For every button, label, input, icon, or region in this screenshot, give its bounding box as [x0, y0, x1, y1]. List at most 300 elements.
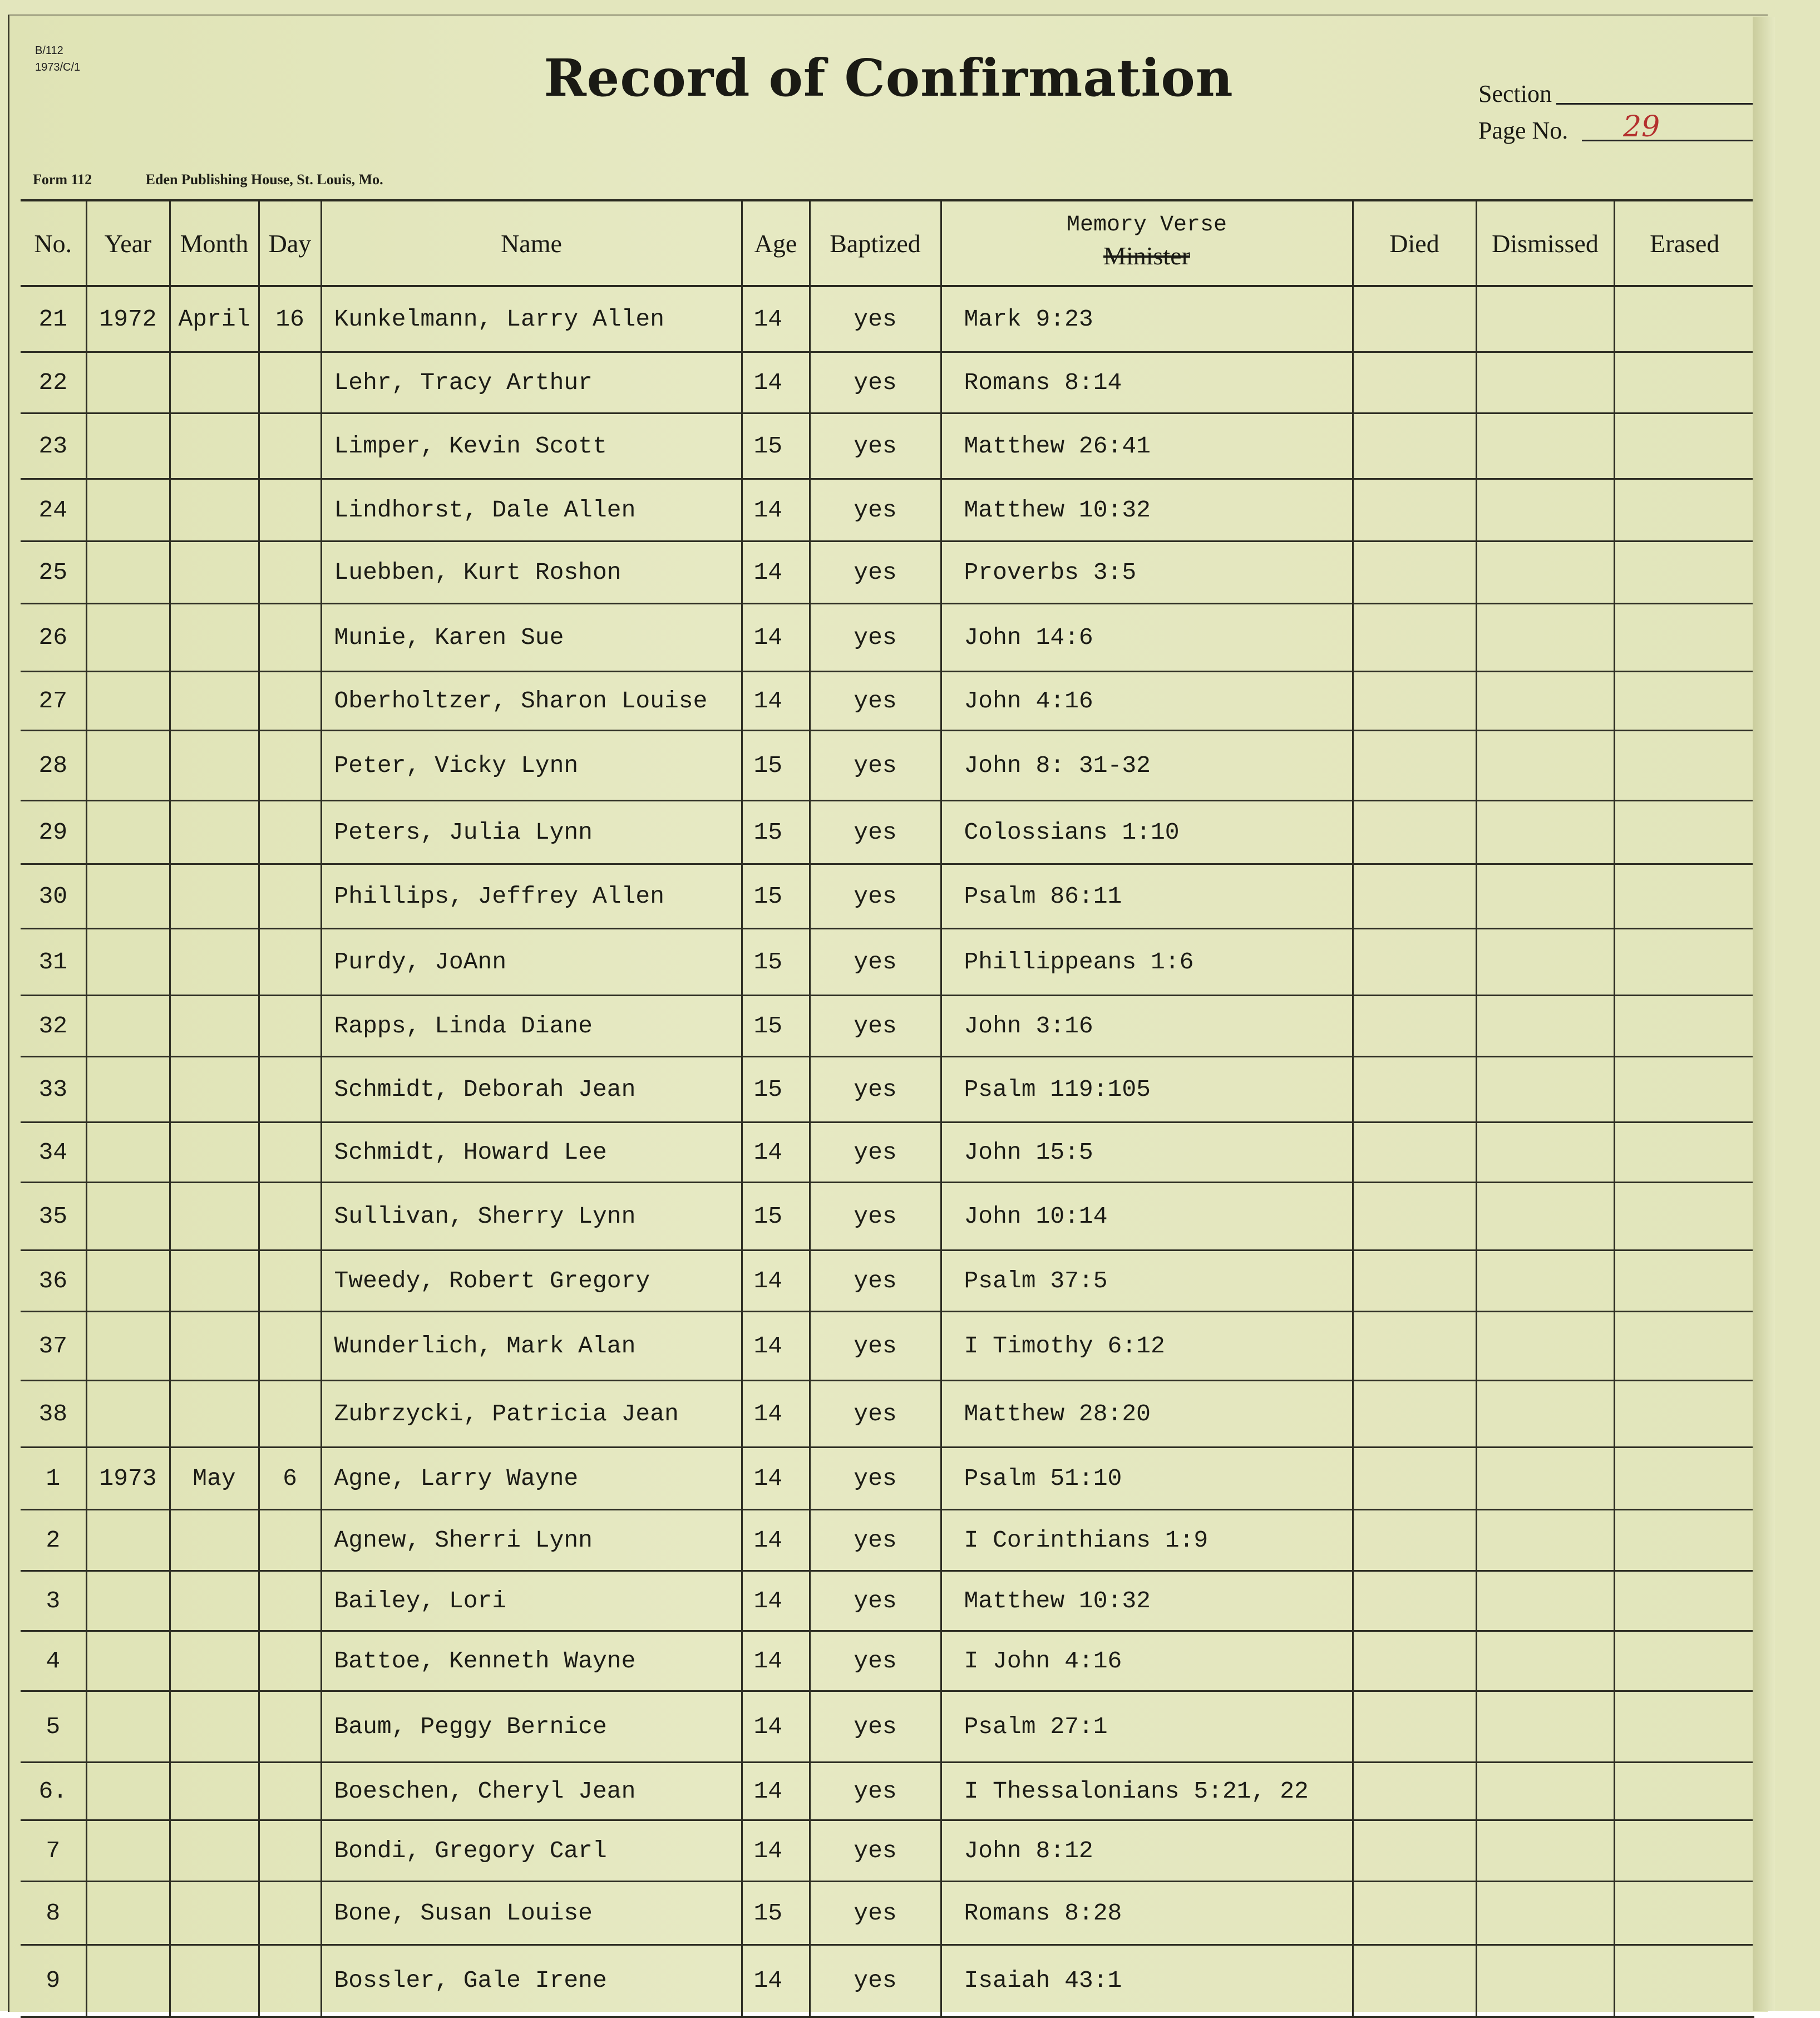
section-rule — [1556, 103, 1768, 105]
row-month — [170, 671, 259, 730]
row-erased — [1614, 995, 1754, 1056]
row-baptized: yes — [810, 1631, 941, 1691]
row-name: Oberholtzer, Sharon Louise — [321, 671, 742, 730]
row-baptized: yes — [810, 352, 941, 413]
row-dismissed — [1476, 1571, 1614, 1631]
row-number: 37 — [21, 1311, 86, 1380]
row-name: Battoe, Kenneth Wayne — [321, 1631, 742, 1691]
table-row — [21, 1311, 1754, 1380]
table-body — [21, 286, 1754, 2017]
col-header-died: Died — [1353, 200, 1476, 286]
row-year — [86, 1056, 170, 1122]
row-erased — [1614, 1509, 1754, 1571]
table-row — [21, 928, 1754, 995]
row-died — [1353, 730, 1476, 800]
row-month — [170, 1691, 259, 1762]
row-memory-verse: I Thessalonians 5:21, 22 — [941, 1762, 1353, 1820]
row-erased — [1614, 1881, 1754, 1945]
row-baptized: yes — [810, 1447, 941, 1509]
row-memory-verse: Matthew 26:41 — [941, 413, 1353, 479]
row-year — [86, 671, 170, 730]
table-row — [21, 1447, 1754, 1509]
row-day — [259, 1691, 321, 1762]
row-name: Zubrzycki, Patricia Jean — [321, 1380, 742, 1447]
header-row — [21, 200, 1754, 286]
row-name: Tweedy, Robert Gregory — [321, 1250, 742, 1311]
row-year — [86, 1122, 170, 1182]
row-day — [259, 1762, 321, 1820]
row-died — [1353, 864, 1476, 928]
row-number: 7 — [21, 1820, 86, 1881]
row-month — [170, 1250, 259, 1311]
row-died — [1353, 995, 1476, 1056]
row-year — [86, 1509, 170, 1571]
row-name: Bone, Susan Louise — [321, 1881, 742, 1945]
row-died — [1353, 1056, 1476, 1122]
row-died — [1353, 1691, 1476, 1762]
row-day — [259, 603, 321, 671]
row-age: 14 — [742, 1509, 810, 1571]
row-year — [86, 1945, 170, 2017]
row-erased — [1614, 603, 1754, 671]
row-name: Agnew, Sherri Lynn — [321, 1509, 742, 1571]
row-died — [1353, 1762, 1476, 1820]
row-memory-verse: Isaiah 43:1 — [941, 1945, 1353, 2017]
minister-struck-label: Minister — [1103, 242, 1190, 270]
row-memory-verse: Psalm 27:1 — [941, 1691, 1353, 1762]
row-dismissed — [1476, 730, 1614, 800]
row-erased — [1614, 671, 1754, 730]
table-row — [21, 1380, 1754, 1447]
row-name: Luebben, Kurt Roshon — [321, 541, 742, 603]
row-erased — [1614, 1182, 1754, 1250]
table-row — [21, 1945, 1754, 2017]
row-erased — [1614, 864, 1754, 928]
row-year — [86, 730, 170, 800]
row-died — [1353, 1509, 1476, 1571]
row-month — [170, 1122, 259, 1182]
row-memory-verse: Romans 8:14 — [941, 352, 1353, 413]
row-baptized: yes — [810, 1056, 941, 1122]
row-dismissed — [1476, 1945, 1614, 2017]
row-name: Agne, Larry Wayne — [321, 1447, 742, 1509]
row-dismissed — [1476, 864, 1614, 928]
row-year: 1973 — [86, 1447, 170, 1509]
row-memory-verse: Matthew 10:32 — [941, 479, 1353, 541]
row-month — [170, 864, 259, 928]
col-header-dismissed: Dismissed — [1476, 200, 1614, 286]
row-year — [86, 541, 170, 603]
row-number: 9 — [21, 1945, 86, 2017]
row-died — [1353, 1447, 1476, 1509]
page-no-label: Page No. — [1478, 117, 1569, 144]
table-row — [21, 352, 1754, 413]
col-header-day: Day — [259, 200, 321, 286]
row-memory-verse: John 4:16 — [941, 671, 1353, 730]
row-day — [259, 413, 321, 479]
row-number: 21 — [21, 286, 86, 352]
row-erased — [1614, 1820, 1754, 1881]
row-dismissed — [1476, 413, 1614, 479]
row-erased — [1614, 1250, 1754, 1311]
form-info — [33, 171, 383, 188]
row-month — [170, 541, 259, 603]
row-dismissed — [1476, 1122, 1614, 1182]
row-age: 15 — [742, 864, 810, 928]
row-day — [259, 1122, 321, 1182]
col-header-name: Name — [321, 200, 742, 286]
row-baptized: yes — [810, 1182, 941, 1250]
row-year — [86, 413, 170, 479]
table-row — [21, 603, 1754, 671]
row-memory-verse: I John 4:16 — [941, 1631, 1353, 1691]
row-month — [170, 352, 259, 413]
row-dismissed — [1476, 1380, 1614, 1447]
row-day — [259, 730, 321, 800]
row-died — [1353, 1881, 1476, 1945]
row-dismissed — [1476, 995, 1614, 1056]
row-baptized: yes — [810, 864, 941, 928]
row-erased — [1614, 1056, 1754, 1122]
row-year — [86, 479, 170, 541]
row-age: 15 — [742, 1056, 810, 1122]
row-name: Baum, Peggy Bernice — [321, 1691, 742, 1762]
row-died — [1353, 1945, 1476, 2017]
page-title: Record of Confirmation — [544, 48, 1234, 108]
row-erased — [1614, 1691, 1754, 1762]
row-dismissed — [1476, 1509, 1614, 1571]
row-age: 15 — [742, 800, 810, 864]
row-dismissed — [1476, 479, 1614, 541]
row-month — [170, 1056, 259, 1122]
archive-code-line-2: 1973/C/1 — [35, 61, 81, 73]
row-memory-verse: Matthew 10:32 — [941, 1571, 1353, 1631]
row-month — [170, 1182, 259, 1250]
row-day — [259, 800, 321, 864]
row-age: 14 — [742, 286, 810, 352]
row-year — [86, 928, 170, 995]
table-row — [21, 1820, 1754, 1881]
page-no-rule — [1582, 140, 1768, 141]
row-baptized: yes — [810, 1820, 941, 1881]
row-name: Sullivan, Sherry Lynn — [321, 1182, 742, 1250]
row-died — [1353, 541, 1476, 603]
row-memory-verse: I Corinthians 1:9 — [941, 1509, 1353, 1571]
row-age: 15 — [742, 1881, 810, 1945]
section-line — [1478, 73, 1768, 110]
row-memory-verse: John 3:16 — [941, 995, 1353, 1056]
row-number: 27 — [21, 671, 86, 730]
row-number: 24 — [21, 479, 86, 541]
row-name: Bondi, Gregory Carl — [321, 1820, 742, 1881]
row-erased — [1614, 1571, 1754, 1631]
row-baptized: yes — [810, 1945, 941, 2017]
row-name: Munie, Karen Sue — [321, 603, 742, 671]
row-month — [170, 1631, 259, 1691]
row-baptized: yes — [810, 541, 941, 603]
form-number: Form 112 — [33, 171, 92, 188]
table-row — [21, 286, 1754, 352]
row-dismissed — [1476, 928, 1614, 995]
col-header-age: Age — [742, 200, 810, 286]
row-baptized: yes — [810, 479, 941, 541]
row-year — [86, 864, 170, 928]
row-dismissed — [1476, 1311, 1614, 1380]
row-year — [86, 1881, 170, 1945]
row-age: 14 — [742, 1820, 810, 1881]
row-name: Bailey, Lori — [321, 1571, 742, 1631]
publisher: Eden Publishing House, St. Louis, Mo. — [145, 171, 383, 188]
row-memory-verse: Psalm 119:105 — [941, 1056, 1353, 1122]
row-died — [1353, 1122, 1476, 1182]
row-erased — [1614, 1380, 1754, 1447]
row-name: Rapps, Linda Diane — [321, 995, 742, 1056]
row-month — [170, 1820, 259, 1881]
row-age: 14 — [742, 1311, 810, 1380]
row-died — [1353, 1250, 1476, 1311]
row-age: 14 — [742, 1122, 810, 1182]
row-day — [259, 1945, 321, 2017]
row-baptized: yes — [810, 1509, 941, 1571]
table-row — [21, 730, 1754, 800]
row-dismissed — [1476, 1447, 1614, 1509]
row-died — [1353, 479, 1476, 541]
row-month — [170, 995, 259, 1056]
row-baptized: yes — [810, 1122, 941, 1182]
row-month — [170, 1380, 259, 1447]
row-age: 14 — [742, 1945, 810, 2017]
row-erased — [1614, 1945, 1754, 2017]
row-day — [259, 479, 321, 541]
table-row — [21, 864, 1754, 928]
row-day — [259, 1250, 321, 1311]
row-month — [170, 603, 259, 671]
row-day — [259, 1571, 321, 1631]
row-died — [1353, 928, 1476, 995]
row-name: Kunkelmann, Larry Allen — [321, 286, 742, 352]
row-name: Bossler, Gale Irene — [321, 1945, 742, 2017]
row-age: 14 — [742, 603, 810, 671]
row-dismissed — [1476, 1250, 1614, 1311]
row-erased — [1614, 286, 1754, 352]
row-number: 6. — [21, 1762, 86, 1820]
row-memory-verse: Matthew 28:20 — [941, 1380, 1353, 1447]
col-header-no: No. — [21, 200, 86, 286]
row-year — [86, 603, 170, 671]
row-died — [1353, 1631, 1476, 1691]
row-name: Lindhorst, Dale Allen — [321, 479, 742, 541]
row-died — [1353, 603, 1476, 671]
row-baptized: yes — [810, 928, 941, 995]
row-baptized: yes — [810, 800, 941, 864]
row-number: 34 — [21, 1122, 86, 1182]
row-memory-verse: I Timothy 6:12 — [941, 1311, 1353, 1380]
row-dismissed — [1476, 1631, 1614, 1691]
table-row — [21, 413, 1754, 479]
row-day — [259, 671, 321, 730]
row-erased — [1614, 352, 1754, 413]
row-memory-verse: Mark 9:23 — [941, 286, 1353, 352]
page-no-value: 29 — [1623, 110, 1660, 144]
row-dismissed — [1476, 286, 1614, 352]
row-baptized: yes — [810, 1311, 941, 1380]
row-memory-verse: John 15:5 — [941, 1122, 1353, 1182]
row-name: Peter, Vicky Lynn — [321, 730, 742, 800]
row-number: 32 — [21, 995, 86, 1056]
table-row — [21, 995, 1754, 1056]
row-dismissed — [1476, 1762, 1614, 1820]
table-row — [21, 1250, 1754, 1311]
row-year — [86, 995, 170, 1056]
row-year — [86, 800, 170, 864]
table-row — [21, 1122, 1754, 1182]
row-day — [259, 1380, 321, 1447]
page-no-line — [1478, 110, 1768, 147]
row-dismissed — [1476, 1691, 1614, 1762]
row-age: 14 — [742, 1631, 810, 1691]
ledger-sheet — [8, 14, 1768, 2012]
table-row — [21, 1571, 1754, 1631]
row-dismissed — [1476, 603, 1614, 671]
row-year — [86, 1182, 170, 1250]
row-age: 14 — [742, 671, 810, 730]
row-died — [1353, 413, 1476, 479]
row-number: 38 — [21, 1380, 86, 1447]
table-row — [21, 479, 1754, 541]
row-dismissed — [1476, 541, 1614, 603]
row-memory-verse: Psalm 86:11 — [941, 864, 1353, 928]
row-baptized: yes — [810, 603, 941, 671]
section-page-block — [1478, 73, 1768, 147]
row-number: 29 — [21, 800, 86, 864]
row-baptized: yes — [810, 1380, 941, 1447]
row-day — [259, 1311, 321, 1380]
row-day — [259, 864, 321, 928]
table-row — [21, 800, 1754, 864]
row-memory-verse: Romans 8:28 — [941, 1881, 1353, 1945]
row-year — [86, 1380, 170, 1447]
row-year — [86, 1571, 170, 1631]
row-age: 15 — [742, 730, 810, 800]
row-memory-verse: John 8: 31-32 — [941, 730, 1353, 800]
row-name: Boeschen, Cheryl Jean — [321, 1762, 742, 1820]
row-dismissed — [1476, 1820, 1614, 1881]
row-day — [259, 1881, 321, 1945]
row-number: 25 — [21, 541, 86, 603]
row-age: 14 — [742, 541, 810, 603]
row-name: Phillips, Jeffrey Allen — [321, 864, 742, 928]
row-baptized: yes — [810, 730, 941, 800]
row-dismissed — [1476, 1881, 1614, 1945]
row-name: Limper, Kevin Scott — [321, 413, 742, 479]
row-died — [1353, 1820, 1476, 1881]
row-dismissed — [1476, 352, 1614, 413]
row-died — [1353, 1380, 1476, 1447]
archive-code-line-1: B/112 — [35, 45, 63, 57]
row-dismissed — [1476, 1182, 1614, 1250]
row-day: 6 — [259, 1447, 321, 1509]
row-baptized: yes — [810, 1762, 941, 1820]
row-erased — [1614, 1762, 1754, 1820]
row-name: Lehr, Tracy Arthur — [321, 352, 742, 413]
row-erased — [1614, 1122, 1754, 1182]
row-age: 15 — [742, 995, 810, 1056]
row-number: 31 — [21, 928, 86, 995]
row-number: 33 — [21, 1056, 86, 1122]
row-memory-verse: Proverbs 3:5 — [941, 541, 1353, 603]
row-erased — [1614, 413, 1754, 479]
col-header-baptized: Baptized — [810, 200, 941, 286]
row-memory-verse: Psalm 37:5 — [941, 1250, 1353, 1311]
row-dismissed — [1476, 800, 1614, 864]
row-year — [86, 1250, 170, 1311]
col-header-memory-verse — [941, 200, 1353, 286]
row-died — [1353, 800, 1476, 864]
row-erased — [1614, 541, 1754, 603]
row-year — [86, 1762, 170, 1820]
row-month: May — [170, 1447, 259, 1509]
row-age: 15 — [742, 928, 810, 995]
row-number: 2 — [21, 1509, 86, 1571]
table-row — [21, 671, 1754, 730]
row-baptized: yes — [810, 671, 941, 730]
row-year — [86, 1631, 170, 1691]
row-age: 14 — [742, 1250, 810, 1311]
row-memory-verse: Phillippeans 1:6 — [941, 928, 1353, 995]
row-month — [170, 1571, 259, 1631]
row-erased — [1614, 479, 1754, 541]
table-row — [21, 1056, 1754, 1122]
col-header-erased: Erased — [1614, 200, 1754, 286]
row-number: 8 — [21, 1881, 86, 1945]
row-age: 14 — [742, 1762, 810, 1820]
row-died — [1353, 1182, 1476, 1250]
row-number: 3 — [21, 1571, 86, 1631]
row-number: 1 — [21, 1447, 86, 1509]
row-name: Schmidt, Deborah Jean — [321, 1056, 742, 1122]
row-number: 26 — [21, 603, 86, 671]
row-day — [259, 541, 321, 603]
table-row — [21, 1691, 1754, 1762]
row-day — [259, 995, 321, 1056]
row-number: 35 — [21, 1182, 86, 1250]
row-name: Peters, Julia Lynn — [321, 800, 742, 864]
row-baptized: yes — [810, 1691, 941, 1762]
row-memory-verse: Psalm 51:10 — [941, 1447, 1353, 1509]
row-day — [259, 1509, 321, 1571]
row-day — [259, 1820, 321, 1881]
row-day: 16 — [259, 286, 321, 352]
row-age: 14 — [742, 1571, 810, 1631]
row-age: 14 — [742, 1380, 810, 1447]
row-erased — [1614, 730, 1754, 800]
row-day — [259, 928, 321, 995]
row-memory-verse: Colossians 1:10 — [941, 800, 1353, 864]
row-age: 14 — [742, 1447, 810, 1509]
table-row — [21, 1509, 1754, 1571]
row-month — [170, 1311, 259, 1380]
row-died — [1353, 1311, 1476, 1380]
row-baptized: yes — [810, 1881, 941, 1945]
row-age: 15 — [742, 413, 810, 479]
memory-verse-label: Memory Verse — [1066, 213, 1227, 238]
row-year — [86, 1691, 170, 1762]
row-number: 36 — [21, 1250, 86, 1311]
col-header-year: Year — [86, 200, 170, 286]
row-number: 28 — [21, 730, 86, 800]
section-label: Section — [1478, 80, 1552, 107]
row-name: Wunderlich, Mark Alan — [321, 1311, 742, 1380]
